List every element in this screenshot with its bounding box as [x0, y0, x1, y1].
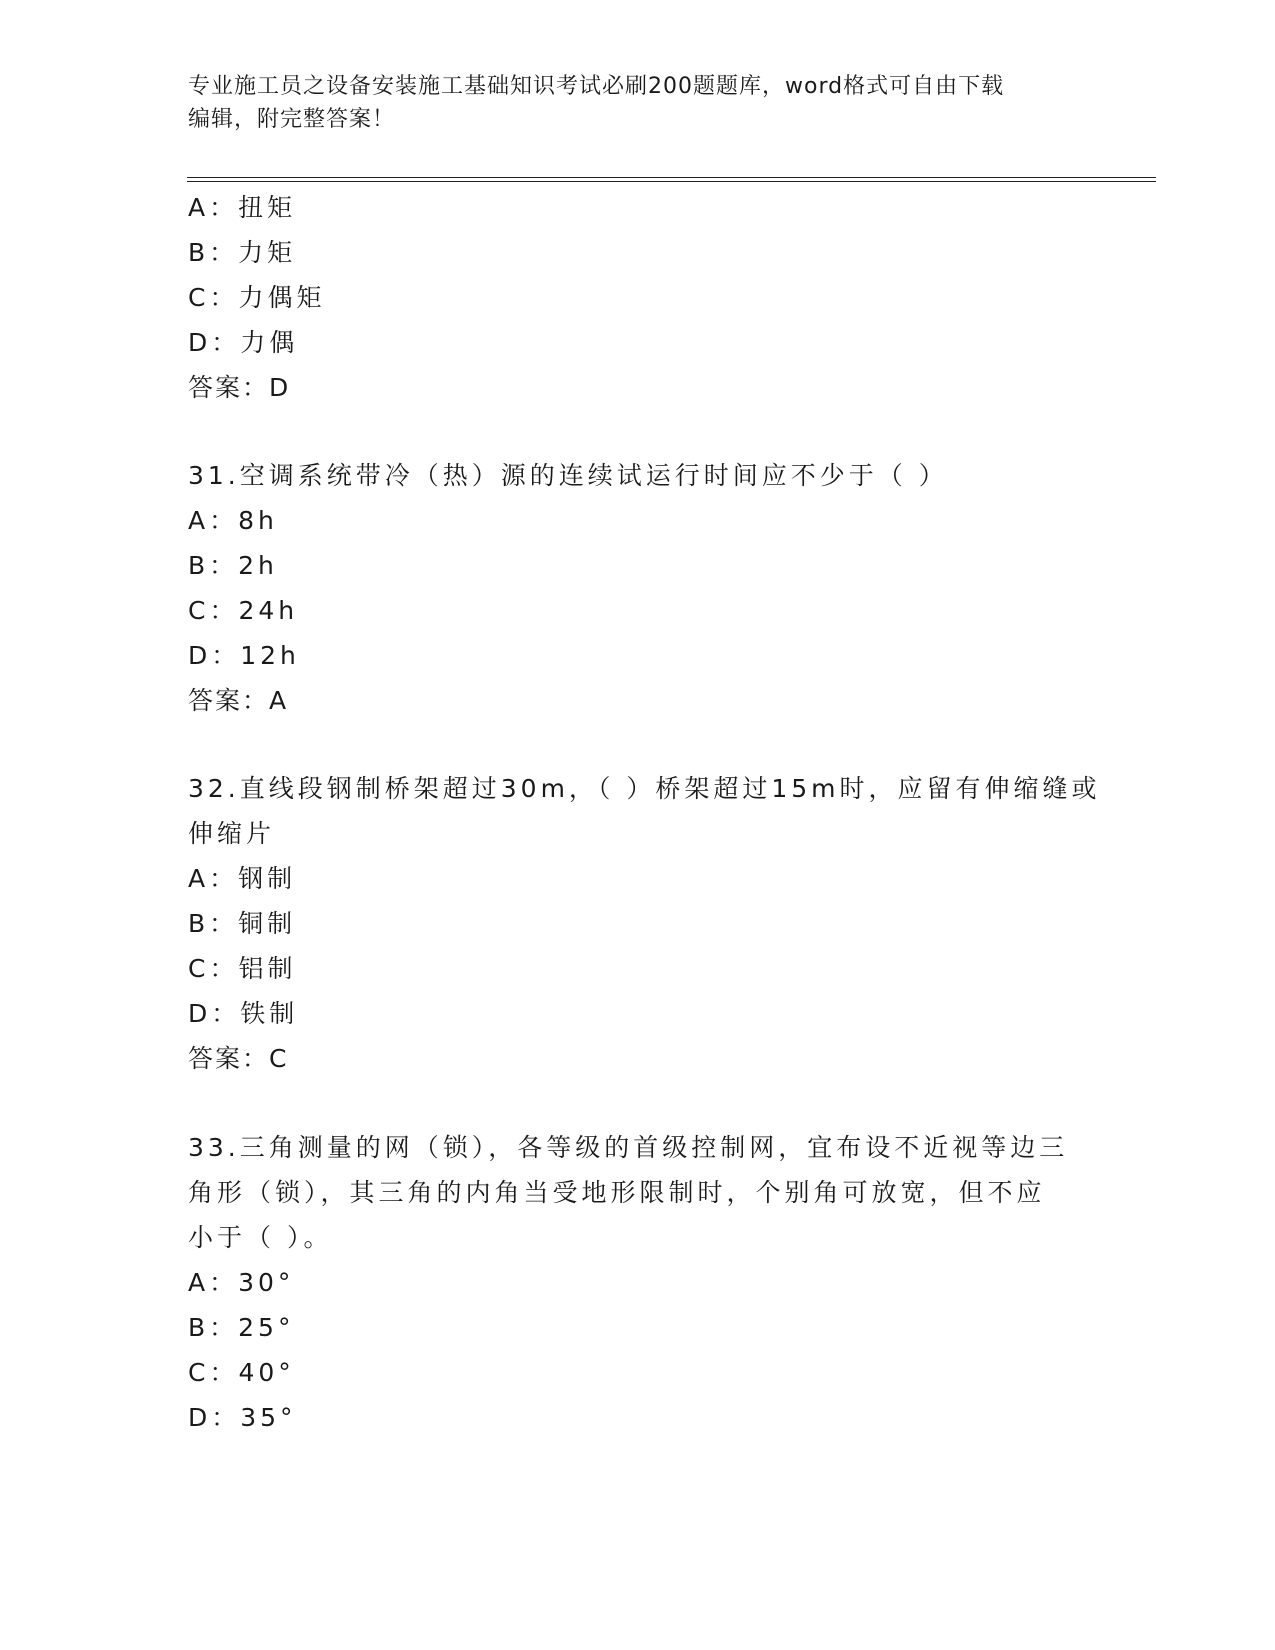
q33-option-a: A：30° [188, 1268, 295, 1297]
header-divider [187, 177, 1156, 182]
q33-option-b: B：25° [188, 1313, 295, 1342]
document-header [188, 70, 1088, 136]
q32-option-c: C：铝制 [188, 954, 297, 983]
q30-option-b: B：力矩 [188, 238, 297, 267]
header-line-2: 编辑，附完整答案！ [188, 107, 396, 132]
q30-option-a: A：扭矩 [188, 193, 297, 222]
q31-answer: 答案：A [188, 686, 289, 715]
q33-question-line-2: 角形（锁），其三角的内角当受地形限制时，个别角可放宽，但不应 [188, 1178, 1046, 1207]
q33-option-c: C：40° [188, 1358, 295, 1387]
q30-option-d: D：力偶 [188, 328, 299, 357]
q31-question: 31.空调系统带冷（热）源的连续试运行时间应不少于（ ） [188, 461, 948, 490]
header-line-1: 专业施工员之设备安装施工基础知识考试必刷200题题库，word格式可自由下载 [188, 74, 1005, 99]
q31-option-b: B：2h [188, 551, 278, 580]
q30-answer: 答案：D [188, 373, 291, 402]
q32-answer: 答案：C [188, 1044, 289, 1073]
q32-option-d: D：铁制 [188, 999, 299, 1028]
q31-option-c: C：24h [188, 596, 299, 625]
q32-option-b: B：铜制 [188, 909, 297, 938]
q31-option-a: A：8h [188, 506, 278, 535]
q33-option-d: D：35° [188, 1403, 297, 1432]
q32-option-a: A：钢制 [188, 864, 297, 893]
q31-option-d: D：12h [188, 641, 300, 670]
q32-question-line-2: 伸缩片 [188, 819, 276, 848]
q33-question-line-3: 小于（ ）。 [188, 1223, 333, 1252]
q32-question-line-1: 32.直线段钢制桥架超过30m，（ ）桥架超过15m时，应留有伸缩缝或 [188, 774, 1101, 803]
q30-option-c: C：力偶矩 [188, 283, 326, 312]
q33-question-line-1: 33.三角测量的网（锁），各等级的首级控制网，宜布设不近视等边三 [188, 1133, 1069, 1162]
